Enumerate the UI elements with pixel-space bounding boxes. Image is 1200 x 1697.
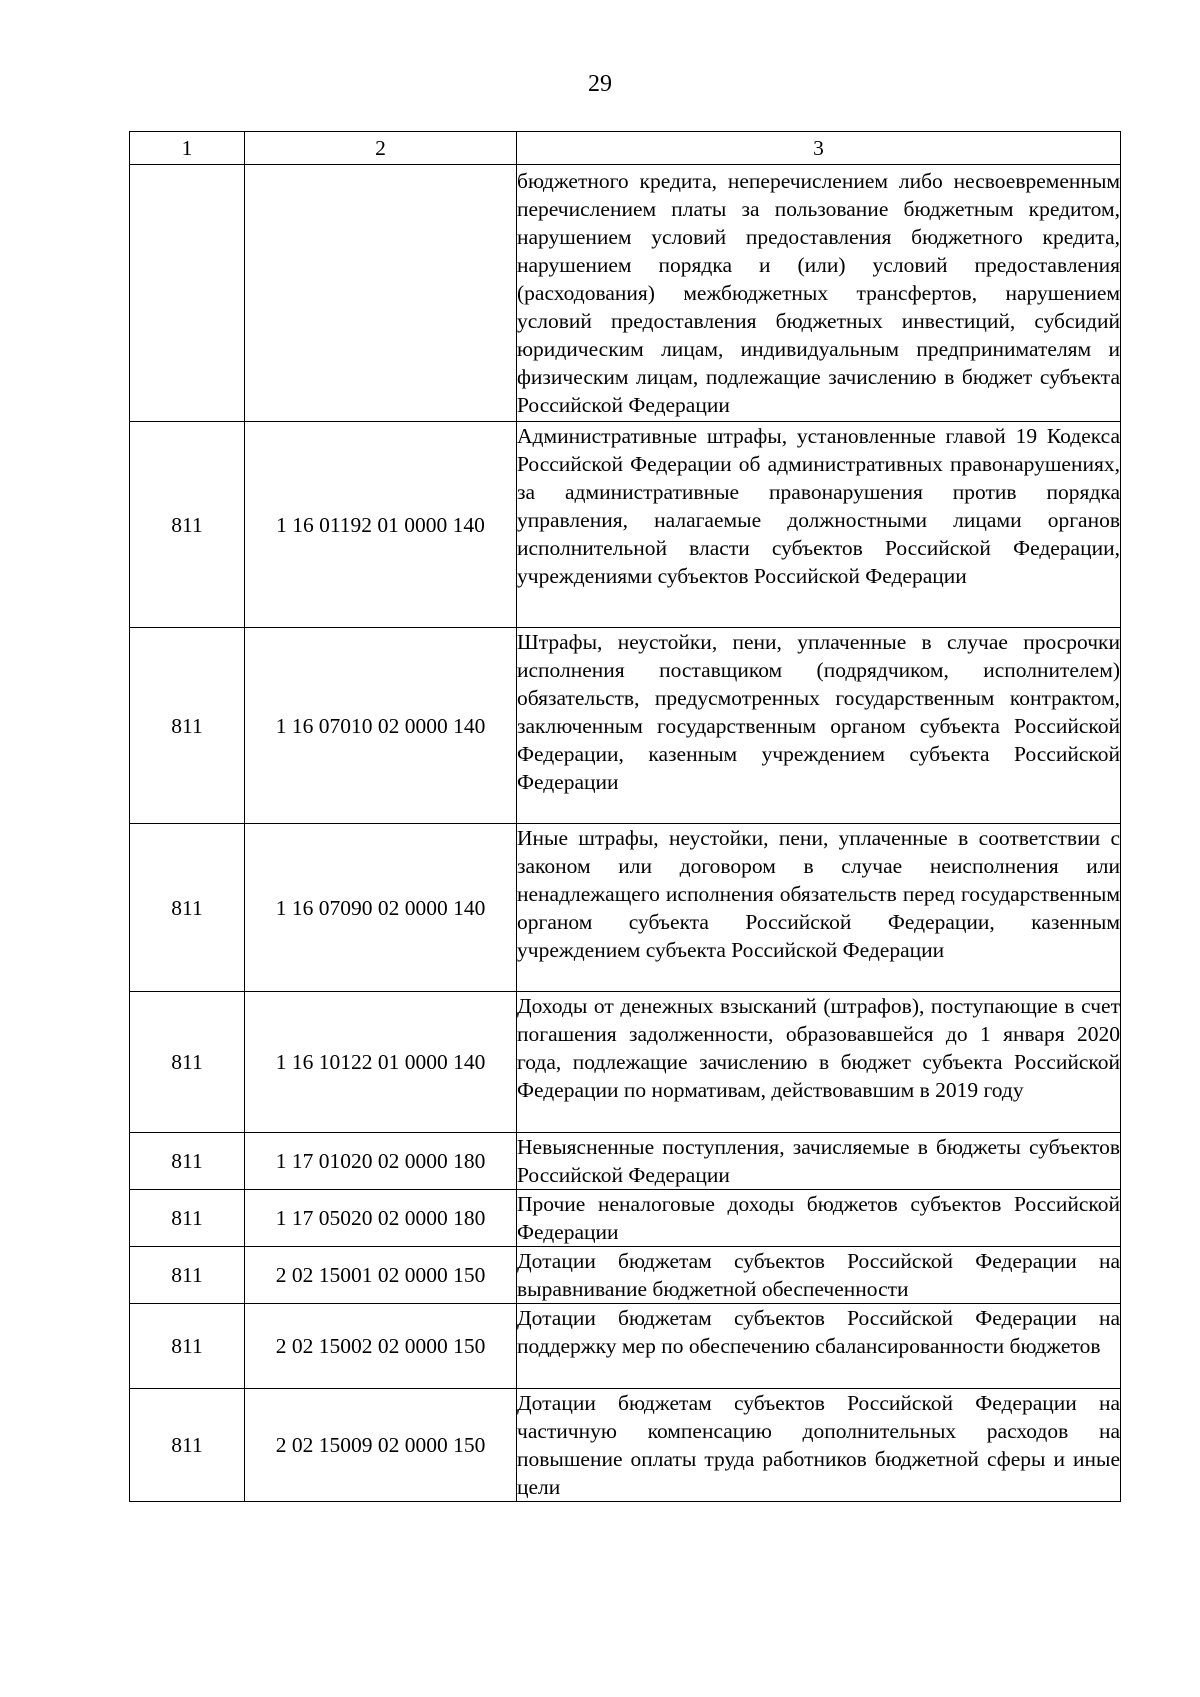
description-cell (517, 1247, 1121, 1304)
table-row (130, 1133, 1121, 1190)
admin-code-cell: 811 (130, 628, 245, 824)
description-cell (517, 1190, 1121, 1247)
income-code-cell: 1 17 01020 02 0000 180 (245, 1133, 517, 1190)
admin-code-cell: 811 (130, 824, 245, 992)
description-text: Штрафы, неустойки, пени, уплаченные в случае просрочки исполнения поставщиком (подрядчиком, исполнителем) обязательств, предусмотренных государственным контрактом, заключенным государственным органом субъекта Российской Федерации, казенным учреждением субъекта Российской Федерации (517, 630, 1120, 794)
description-text: Дотации бюджетам субъектов Российской Федерации на частичную компенсацию дополнительных расходов на повышение оплаты труда работников бюджетной сферы и иные цели (517, 1391, 1120, 1499)
column-header-2: 2 (245, 132, 517, 165)
table-row (130, 165, 1121, 422)
admin-code-cell: 811 (130, 1389, 245, 1502)
admin-code-cell: 811 (130, 1133, 245, 1190)
admin-code-cell: 811 (130, 1190, 245, 1247)
budget-revenue-table (129, 131, 1121, 1502)
income-code-cell: 1 16 07090 02 0000 140 (245, 824, 517, 992)
table-row (130, 1304, 1121, 1389)
description-text: Дотации бюджетам субъектов Российской Федерации на поддержку мер по обеспечению сбалансированности бюджетов (517, 1306, 1120, 1358)
description-text: Доходы от денежных взысканий (штрафов), поступающие в счет погашения задолженности, образовавшейся до 1 января 2020 года, подлежащие зачислению в бюджет субъекта Российской Федерации по нормативам, действовавшим в 2019 году (517, 994, 1120, 1102)
income-code-cell: 2 02 15001 02 0000 150 (245, 1247, 517, 1304)
description-text: Административные штрафы, установленные главой 19 Кодекса Российской Федерации об административных правонарушениях, за административные правонарушения против порядка управления, налагаемые должностными лицами органов исполнительной власти субъектов Российской Федерации, учреждениями субъектов Российской Федерации (517, 424, 1120, 588)
page-number: 29 (588, 71, 612, 97)
admin-code-cell: 811 (130, 992, 245, 1133)
table-row (130, 1190, 1121, 1247)
income-code-cell (245, 165, 517, 422)
table-row (130, 422, 1121, 628)
table-row (130, 628, 1121, 824)
description-cell (517, 992, 1121, 1133)
income-code-cell: 1 16 10122 01 0000 140 (245, 992, 517, 1133)
income-code-cell: 2 02 15002 02 0000 150 (245, 1304, 517, 1389)
description-cell (517, 165, 1121, 422)
income-code-cell: 2 02 15009 02 0000 150 (245, 1389, 517, 1502)
description-text: Дотации бюджетам субъектов Российской Федерации на выравнивание бюджетной обеспеченности (517, 1249, 1120, 1301)
description-cell (517, 1389, 1121, 1502)
description-cell (517, 824, 1121, 992)
description-text: Прочие неналоговые доходы бюджетов субъектов Российской Федерации (517, 1192, 1120, 1244)
admin-code-cell: 811 (130, 1247, 245, 1304)
table-header-row (130, 132, 1121, 165)
description-cell (517, 422, 1121, 628)
income-code-cell: 1 17 05020 02 0000 180 (245, 1190, 517, 1247)
table-row (130, 992, 1121, 1133)
income-code-cell: 1 16 07010 02 0000 140 (245, 628, 517, 824)
description-cell (517, 1304, 1121, 1389)
description-cell (517, 1133, 1121, 1190)
table-row (130, 824, 1121, 992)
table-row (130, 1247, 1121, 1304)
admin-code-cell (130, 165, 245, 422)
description-cell (517, 628, 1121, 824)
admin-code-cell: 811 (130, 1304, 245, 1389)
income-code-cell: 1 16 01192 01 0000 140 (245, 422, 517, 628)
description-text: Иные штрафы, неустойки, пени, уплаченные в соответствии с законом или договором в случае неисполнения или ненадлежащего исполнения обязательств перед государственным органом субъекта Российской Федерации, казенным учреждением субъекта Российской Федерации (517, 826, 1120, 962)
column-header-3: 3 (517, 132, 1121, 165)
description-text: бюджетного кредита, неперечислением либо несвоевременным перечислением платы за пользование бюджетным кредитом, нарушением условий предоставления бюджетного кредита, нарушением порядка и (или) условий предоставления (расходования) межбюджетных трансфертов, нарушением условий предоставления бюджетных инвестиций, субсидий юридическим лицам, индивидуальным предпринимателям и физическим лицам, подлежащие зачислению в бюджет субъекта Российской Федерации (517, 169, 1120, 417)
table-row (130, 1389, 1121, 1502)
column-header-1: 1 (130, 132, 245, 165)
admin-code-cell: 811 (130, 422, 245, 628)
description-text: Невыясненные поступления, зачисляемые в бюджеты субъектов Российской Федерации (517, 1135, 1120, 1187)
